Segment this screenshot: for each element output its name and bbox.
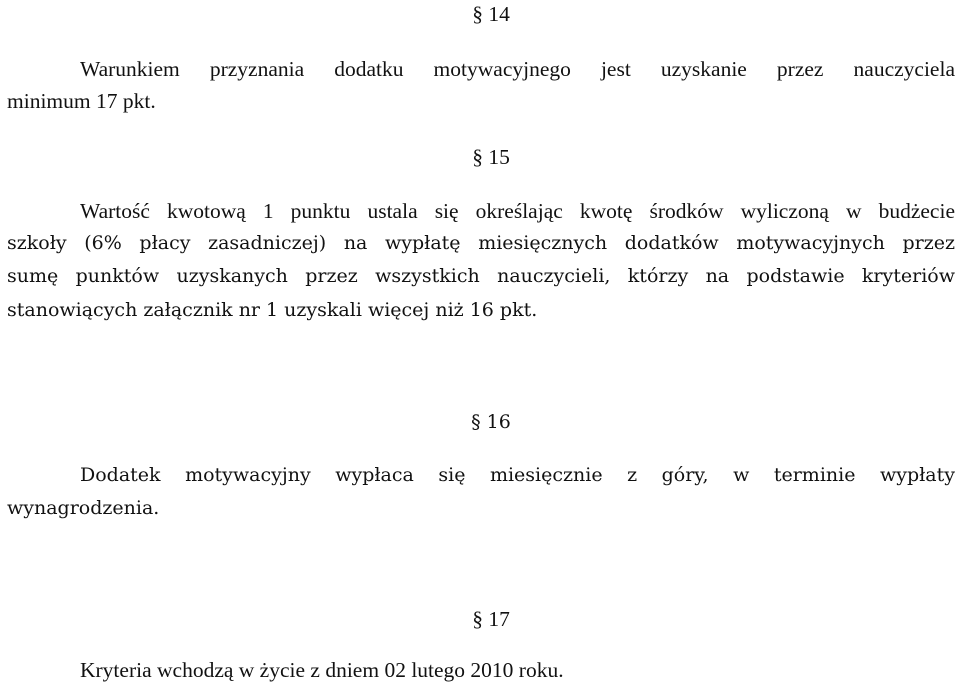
section-15-line-1: Wartość kwotową 1 punktu ustala się określając kwotę środków wyliczoną w budżecie [80, 199, 955, 223]
section-14-heading: § 14 [472, 2, 510, 26]
section-15-line-4: stanowiących załącznik nr 1 uzyskali więcej niż 16 pkt. [7, 299, 538, 321]
section-14-line-2: minimum 17 pkt. [7, 89, 156, 113]
section-16-line-1: Dodatek motywacyjny wypłaca się miesięcznie z góry, w terminie wypłaty [80, 464, 955, 486]
section-14-line-1: Warunkiem przyznania dodatku motywacyjnego jest uzyskanie przez nauczyciela [80, 57, 955, 81]
section-15-line-2: szkoły (6% płacy zasadniczej) na wypłatę miesięcznych dodatków motywacyjnych przez [7, 232, 955, 254]
section-16-heading: § 16 [471, 411, 511, 433]
section-15-line-3: sumę punktów uzyskanych przez wszystkich nauczycieli, którzy na podstawie kryteriów [7, 265, 955, 287]
section-15-heading: § 15 [472, 145, 510, 169]
section-17-heading: § 17 [472, 607, 510, 631]
section-17-line-1: Kryteria wchodzą w życie z dniem 02 lutego 2010 roku. [80, 658, 564, 682]
section-16-line-2: wynagrodzenia. [7, 497, 160, 519]
